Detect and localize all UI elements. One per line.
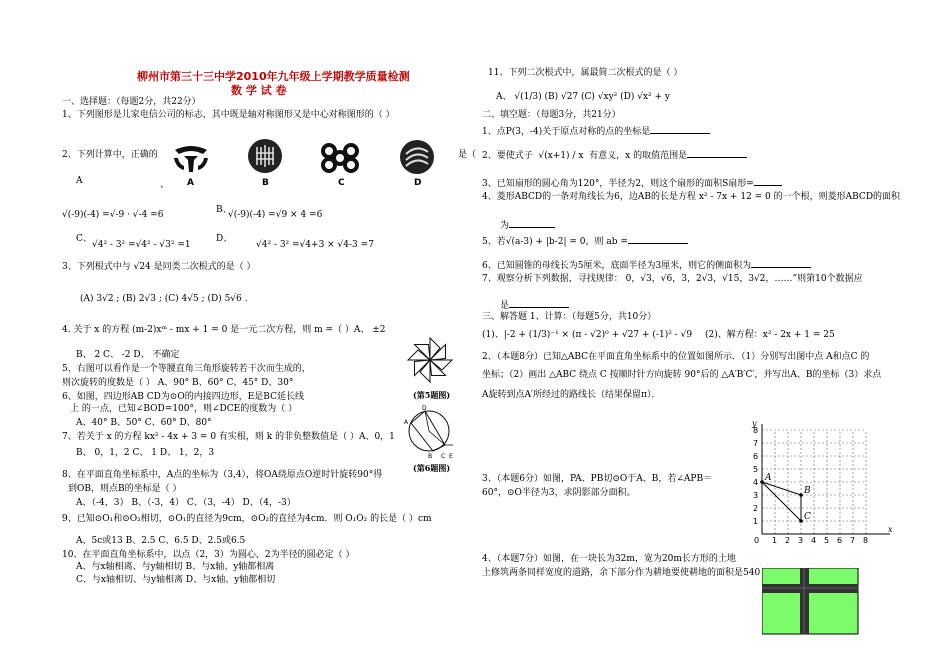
calc-2: (2)、解方程：x² - 2x + 1 = 25 xyxy=(705,330,835,340)
knot-logo-icon xyxy=(320,142,360,174)
unicom-logo-icon xyxy=(248,139,282,173)
fill-2 xyxy=(482,148,747,162)
svg-text:C: C xyxy=(441,453,446,460)
fill-5-text-b: ，则 ab = xyxy=(585,237,628,247)
question-3: 3、下列根式中与 √24 是同类二次根式的是（ ） xyxy=(62,262,256,272)
fill-3-blank[interactable] xyxy=(754,176,782,186)
y-tick-label: 6 xyxy=(753,452,759,461)
field-diagram xyxy=(762,568,862,638)
question-7-options: B、 0，1，2 C、 1 D、 1，2，3 xyxy=(76,448,215,458)
fill-6 xyxy=(482,258,811,272)
question-10: 10、在平面直角坐标系中，以点（2，3）为圆心，2为半径的圆必定（ ） xyxy=(62,550,355,560)
problem-2-line-2: 坐标；（2）画出 △ABC 绕点 C 按顺时针方向旋转 90°后的 △A′B′C′，并写出A、B的坐标（3）求点 xyxy=(482,370,882,380)
fill-4-equation: x² - 7x + 12 = 0 xyxy=(698,192,771,202)
problem-4-line-2: 上修筑两条同样宽度的道路，余下部分作为耕地要使耕地的面积是540 xyxy=(482,568,761,578)
y-tick-label: 5 xyxy=(753,465,759,474)
y-axis-label: y xyxy=(752,419,757,428)
x-tick-label: 3 xyxy=(798,536,804,545)
problem-2-line-3: A旋转到点A′所经过的路线长（结果保留π）． xyxy=(482,390,661,400)
field xyxy=(762,568,858,634)
coordinate-grid xyxy=(744,418,894,546)
logo-label-b: B xyxy=(262,178,269,188)
point-a xyxy=(760,480,764,484)
point-label-a: A xyxy=(765,473,772,483)
fill-5-blank[interactable] xyxy=(628,234,688,244)
question-2-option-b-label: B、 xyxy=(216,205,232,215)
x-axis-label: x xyxy=(888,525,893,534)
question-2-option-a-label: A xyxy=(76,176,83,186)
fill-5-expression: √(a-3) + |b-2| = 0 xyxy=(505,237,586,247)
fill-6-text: 6、已知圆锥的母线长为5厘米，底面半径为3厘米，则它的侧面积为 xyxy=(482,261,752,271)
section-1-heading: 一、选择题：（每题2分，共22分） xyxy=(62,97,201,107)
fill-7-blank[interactable] xyxy=(509,298,569,308)
logo-b xyxy=(248,139,282,173)
x-tick-label: 2 xyxy=(785,536,791,545)
y-tick-label: 7 xyxy=(753,439,759,448)
section-3-heading: 三、解答题 1、计算：（每题5分，共10分） xyxy=(482,312,657,322)
question-11: 11、下列二次根式中，属最简二次根式的是（ ） xyxy=(488,68,683,78)
fill-7-cont xyxy=(500,298,569,312)
fill-6-blank[interactable] xyxy=(751,258,811,268)
question-6-options: A、40° B、50° C、60° D、80° xyxy=(76,418,212,428)
svg-text:B: B xyxy=(428,453,433,460)
point-label-b: B xyxy=(804,486,811,496)
x-tick-label: 6 xyxy=(837,536,843,545)
fill-4-text-c: 为 xyxy=(500,221,510,231)
y-tick-label: 8 xyxy=(753,426,759,435)
calc-1: (1)、|-2 + (1/3)⁻¹ × (π - √2)⁰ + √27 + (-1)² - √9 xyxy=(482,330,693,340)
question-2-stem: 2、下列计算中，正确的 xyxy=(62,150,158,160)
question-10-options-2: C、与x轴相切、与y轴相离 D、与x轴、y轴都相切 xyxy=(76,575,276,585)
y-tick-label: 2 xyxy=(753,504,759,513)
triangle-abc xyxy=(762,482,801,521)
fill-2-blank[interactable] xyxy=(687,148,747,158)
question-10-options-1: A、与x轴相离、与y轴相切 B、与x轴、y轴都相离 xyxy=(76,562,275,572)
question-2-stem-end: 是（ xyxy=(458,150,477,160)
x-tick-label: 8 xyxy=(863,536,869,545)
fill-5 xyxy=(482,234,688,248)
question-11-options: A、 √(1/3) (B) √27 (C) √xy² (D) √x² + y xyxy=(496,92,671,102)
mobile-logo-icon xyxy=(400,140,434,174)
problem-3-line-1: 3、（本题6分）如图，PA、PB切⊙O于A、B，若∠APB＝ xyxy=(482,474,713,484)
question-6-cont: 上 的一点，已知∠BOD=100°，则∠DCE的度数为（ ） xyxy=(70,404,298,414)
question-8-cont: 到OB，则点B的坐标是（ ） xyxy=(68,484,182,494)
logo-d xyxy=(400,140,434,174)
fill-4-blank[interactable] xyxy=(509,218,555,228)
fill-2-expression: √(x+1) / x xyxy=(538,151,584,161)
x-tick-label: 7 xyxy=(850,536,856,545)
figure-5-caption: (第5题图) xyxy=(413,390,451,400)
question-6: 6、如图，四边形AB CD为⊙O的内接四边形，E是BC延长线 xyxy=(62,392,304,402)
fill-4-text-b: 的一个根，则菱形ABCD的面积 xyxy=(773,192,901,202)
fill-2-text-b: 有意义，x 的取值范围是 xyxy=(589,151,688,161)
fill-4-text-a: 4、菱形ABCD的一条对角线长为6，边AB的长是方程 xyxy=(482,192,696,202)
page-subtitle: 数 学 试 卷 xyxy=(231,84,287,97)
question-9: 9、已知⊙O₁和⊙O₂相切，⊙O₁的直径为9cm，⊙O₂的直径为4cm．则 O₁O₂ 的长是（ ）cm xyxy=(62,514,432,524)
figure-6-caption: (第6题图) xyxy=(413,463,451,473)
logo-label-a: A xyxy=(187,178,194,188)
section-2-heading: 二、填空题：（每题3分，共21分） xyxy=(482,110,621,120)
x-tick-label: 5 xyxy=(824,536,830,545)
telecom-logo-icon xyxy=(172,144,210,174)
question-8: 8、在平面直角坐标系中，A点的坐标为（3,4），将OA绕原点O逆时针旋转90°得 xyxy=(62,470,383,480)
question-2-option-d-label: D、 xyxy=(216,234,233,244)
question-9-options: A、5c或13 B、2.5 C、6.5 D、2.5或6.5 xyxy=(76,536,246,546)
question-2-option-c-label: C、 xyxy=(76,234,92,244)
x-tick-label: 4 xyxy=(811,536,817,545)
problem-2-line-1: 2、（本题8分）已知△ABC在平面直角坐标系中的位置如图所示．（1）分别写出图中点 A和点C 的 xyxy=(482,352,870,362)
logo-label-c: C xyxy=(338,178,345,188)
question-2-option-a: √(-9)(-4) =√-9 · √-4 =6 xyxy=(62,210,164,220)
origin-label: 0 xyxy=(754,536,760,545)
question-2-option-b: √(-9)(-4) =√9 × 4 =6 xyxy=(228,210,323,220)
inscribed-quadrilateral-icon xyxy=(403,405,455,461)
problem-3-line-2: 60°，⊙O半径为3，求阴影部分面积。 xyxy=(482,488,636,498)
fill-7: 7、观察分析下列数据，寻找规律： 0，√3，√6，3，2√3，√15，3√2，……”则第10个数据应 xyxy=(482,274,863,284)
logo-c xyxy=(320,142,360,174)
question-4: 4. 关于 x 的方程 (m-2)xᵐ - mx + 1 = 0 是一元二次方程，则 m =（ ）A、 ±2 xyxy=(62,325,386,335)
question-1: 1、下列图形是儿家电信公司的标志，其中既是轴对称图形又是中心对称图形的（ ） xyxy=(62,110,395,120)
fill-3 xyxy=(482,176,782,190)
svg-text:D: D xyxy=(422,405,427,412)
figure-6-circle xyxy=(403,405,455,461)
svg-text:A: A xyxy=(404,419,409,426)
question-2-option-d: √4² - 3² =√4+3 × √4-3 =7 xyxy=(256,240,374,250)
y-tick-label: 3 xyxy=(753,491,759,500)
fill-7-text-b: 是 xyxy=(500,301,510,311)
figure-5-pinwheel xyxy=(405,335,455,385)
question-5: 5、右图可以看作是一个等腰直角三角形旋转若干次而生成的， xyxy=(62,364,311,374)
problem-4-line-1: 4、（本题7分）如图，在一块长为32m，宽为20m长方形的土地 xyxy=(482,554,736,564)
fill-4 xyxy=(482,192,900,203)
fill-2-text-a: 2、要使式子 xyxy=(482,151,533,161)
y-tick-label: 1 xyxy=(753,517,759,526)
road-horizontal xyxy=(762,584,858,593)
fill-1 xyxy=(482,124,710,138)
fill-1-blank[interactable] xyxy=(650,124,710,134)
y-tick-label: 4 xyxy=(753,478,759,487)
page-title: 柳州市第三十三中学2010年九年级上学期教学质量检测 xyxy=(137,70,410,83)
question-2-option-c: √4² - 3² =√4² - √3² =1 xyxy=(92,240,191,250)
fill-5-text-a: 5、若 xyxy=(482,237,506,247)
logo-a xyxy=(172,144,210,174)
point-label-c: C xyxy=(804,512,811,522)
question-8-options: A、（-4，3） B、（-3，4） C、（3，-4） D、（4，-3） xyxy=(76,498,296,508)
question-5-options: 则次旋转的度数是（ ） A、90° B、60° C、45° D、30° xyxy=(62,378,294,388)
question-7: 7、若关于 x 的方程 kx² - 4x + 3 = 0 有实根，则 k 的非负整数值是（ ）A、0，1 xyxy=(62,432,395,442)
fill-3-text: 3、已知扇形的圆心角为120°，半径为2，则这个扇形的面积S扇形= xyxy=(482,179,754,189)
x-tick-label: 1 xyxy=(772,536,778,545)
question-2-separator: 、 xyxy=(160,180,170,190)
point-b xyxy=(799,493,803,497)
point-c xyxy=(799,519,803,523)
svg-text:E: E xyxy=(449,453,453,460)
fill-1-text: 1、点P(3，-4)关于原点对称的点的坐标是 xyxy=(482,127,651,137)
question-3-options: (A) 3√2 ; (B) 2√3 ; (C) 4√5 ; (D) 5√6 . xyxy=(80,294,248,304)
fill-4-cont xyxy=(500,218,555,232)
question-4-options: B、 2 C、 -2 D、 不确定 xyxy=(76,350,180,360)
road-vertical xyxy=(800,568,809,634)
logo-label-d: D xyxy=(414,178,422,188)
pinwheel-icon xyxy=(405,335,455,385)
